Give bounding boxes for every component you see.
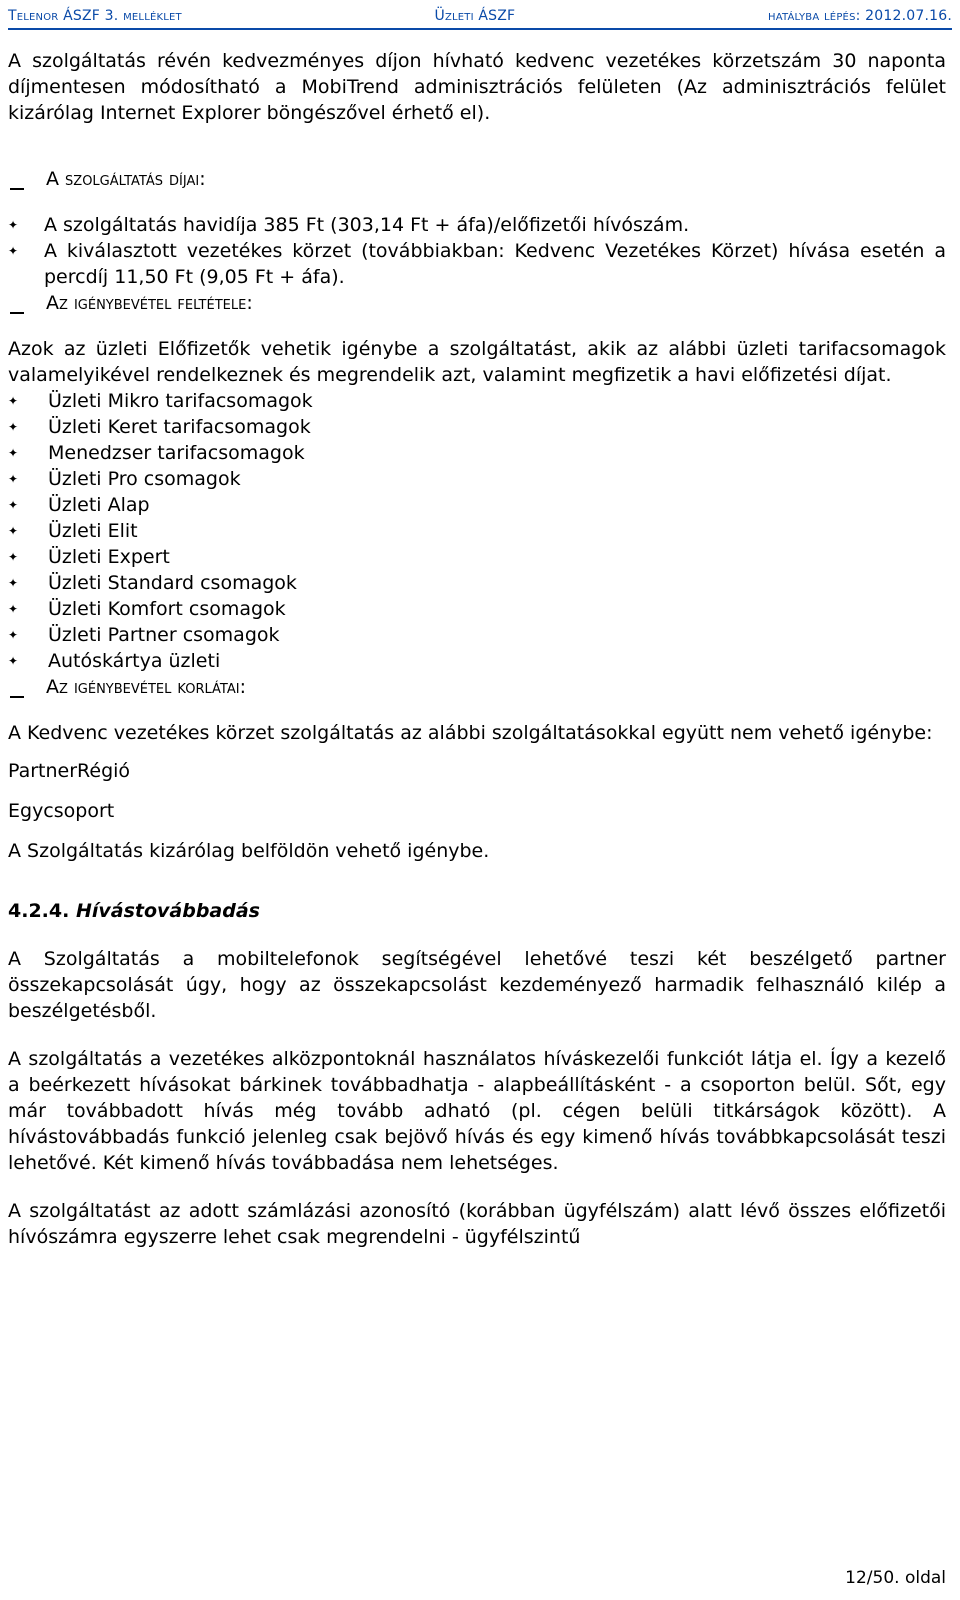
limits-line-partnerregio: PartnerRégió: [8, 760, 131, 782]
list-item: ✦ Menedzser tarifacsomagok: [8, 442, 305, 464]
list-item: ✦ Üzleti Alap: [8, 494, 150, 516]
document-body: [8, 48, 946, 1272]
list-item: ✦ Üzleti Komfort csomagok: [8, 598, 286, 620]
section-title: Hívástovábbadás: [75, 900, 260, 922]
bullet-icon: ✦: [8, 420, 19, 434]
bullet-icon: ✦: [8, 628, 19, 642]
dash-marker: [10, 312, 24, 314]
bullet-icon: ✦: [8, 576, 19, 590]
header-left: Telenor ÁSZF 3. melléklet: [8, 8, 182, 24]
list-item: ✦ A kiválasztott vezetékes körzet (továbbiakban: Kedvenc Vezetékes Körzet) hívása esetén a percdíj 11,50 Ft (9,05 Ft + áfa).: [8, 240, 946, 288]
requirements-section-title: Az igénybevétel feltétele:: [8, 290, 946, 316]
list-item: ✦ Üzleti Keret tarifacsomagok: [8, 416, 311, 438]
bullet-icon: ✦: [8, 244, 19, 258]
list-item: ✦ Üzleti Partner csomagok: [8, 624, 280, 646]
list-item: ✦ Üzleti Mikro tarifacsomagok: [8, 390, 313, 412]
dash-marker: [10, 188, 24, 190]
page-number: 12/50. oldal: [845, 1568, 946, 1588]
list-item: ✦ Üzleti Standard csomagok: [8, 572, 297, 594]
limits-line-domestic: A Szolgáltatás kizárólag belföldön vehető igénybe.: [8, 840, 490, 862]
intro-paragraph: A szolgáltatás révén kedvezményes díjon hívható kedvenc vezetékes körzetszám 30 naponta díjmentesen módosítható a MobiTrend adminisztrációs felületen (Az adminisztrációs felület kizárólag Internet Explorer böngészővel érhető el).: [8, 50, 946, 124]
paragraph-2: A szolgáltatás a vezetékes alközpontoknál használatos híváskezelői funkciót látja el. Így a kezelő a beérkezett hívásokat bárkinek továbbadhatja - alapbeállításként - a csoporton belül. Sőt, egy már továbbadott hívás még tovább adható (pl. cégen belüli titkárságok között). A hívástovábbadás funkció jelenleg csak bejövő hívás és egy kimenő hívás továbbkapcsolását teszi lehetővé. Két kimenő hívás továbbadása nem lehetséges.: [8, 1048, 946, 1174]
limits-line-egycsoport: Egycsoport: [8, 800, 115, 822]
header-rule: [8, 28, 952, 30]
list-item: ✦ A szolgáltatás havidíja 385 Ft (303,14 Ft + áfa)/előfizetői hívószám.: [8, 214, 690, 236]
list-item: ✦ Üzleti Pro csomagok: [8, 468, 241, 490]
bullet-icon: ✦: [8, 498, 19, 512]
bullet-icon: ✦: [8, 394, 19, 408]
dash-marker: [10, 696, 24, 698]
section-heading: [8, 898, 946, 924]
bullet-icon: ✦: [8, 218, 19, 232]
limits-text: A Kedvenc vezetékes körzet szolgáltatás az alábbi szolgáltatásokkal együtt nem vehető igénybe:: [8, 722, 933, 744]
bullet-icon: ✦: [8, 446, 19, 460]
section-number: 4.2.4.: [8, 900, 70, 922]
paragraph-1: A Szolgáltatás a mobiltelefonok segítségével lehetővé teszi két beszélgető partner összekapcsolását úgy, hogy az összekapcsolást kezdeményező harmadik felhasználó kilép a beszélgetésből.: [8, 948, 946, 1022]
limits-section-title: Az igénybevétel korlátai:: [8, 674, 946, 700]
header-center: Üzleti ÁSZF: [434, 8, 516, 24]
list-item: ✦ Autóskártya üzleti: [8, 650, 221, 672]
bullet-icon: ✦: [8, 524, 19, 538]
list-item: ✦ Üzleti Expert: [8, 546, 170, 568]
fees-section-title: A szolgáltatás díjai:: [8, 166, 946, 192]
fees-list: [8, 212, 946, 290]
header-right: hatályba lépés: 2012.07.16.: [767, 8, 952, 24]
bullet-icon: ✦: [8, 550, 19, 564]
bullet-icon: ✦: [8, 602, 19, 616]
requirements-list: [8, 388, 946, 674]
bullet-icon: ✦: [8, 472, 19, 486]
requirements-text: Azok az üzleti Előfizetők vehetik igénybe a szolgáltatást, akik az alábbi üzleti tarifacsomagok valamelyikével rendelkeznek és megrendelik azt, valamint megfizetik a havi előfizetési díjat.: [8, 338, 946, 386]
page-header: [8, 4, 952, 28]
paragraph-3: A szolgáltatást az adott számlázási azonosító (korábban ügyfélszám) alatt lévő összes előfizetői hívószámra egyszerre lehet csak megrendelni - ügyfélszintű: [8, 1200, 946, 1248]
bullet-icon: ✦: [8, 654, 19, 668]
list-item: ✦ Üzleti Elit: [8, 520, 138, 542]
